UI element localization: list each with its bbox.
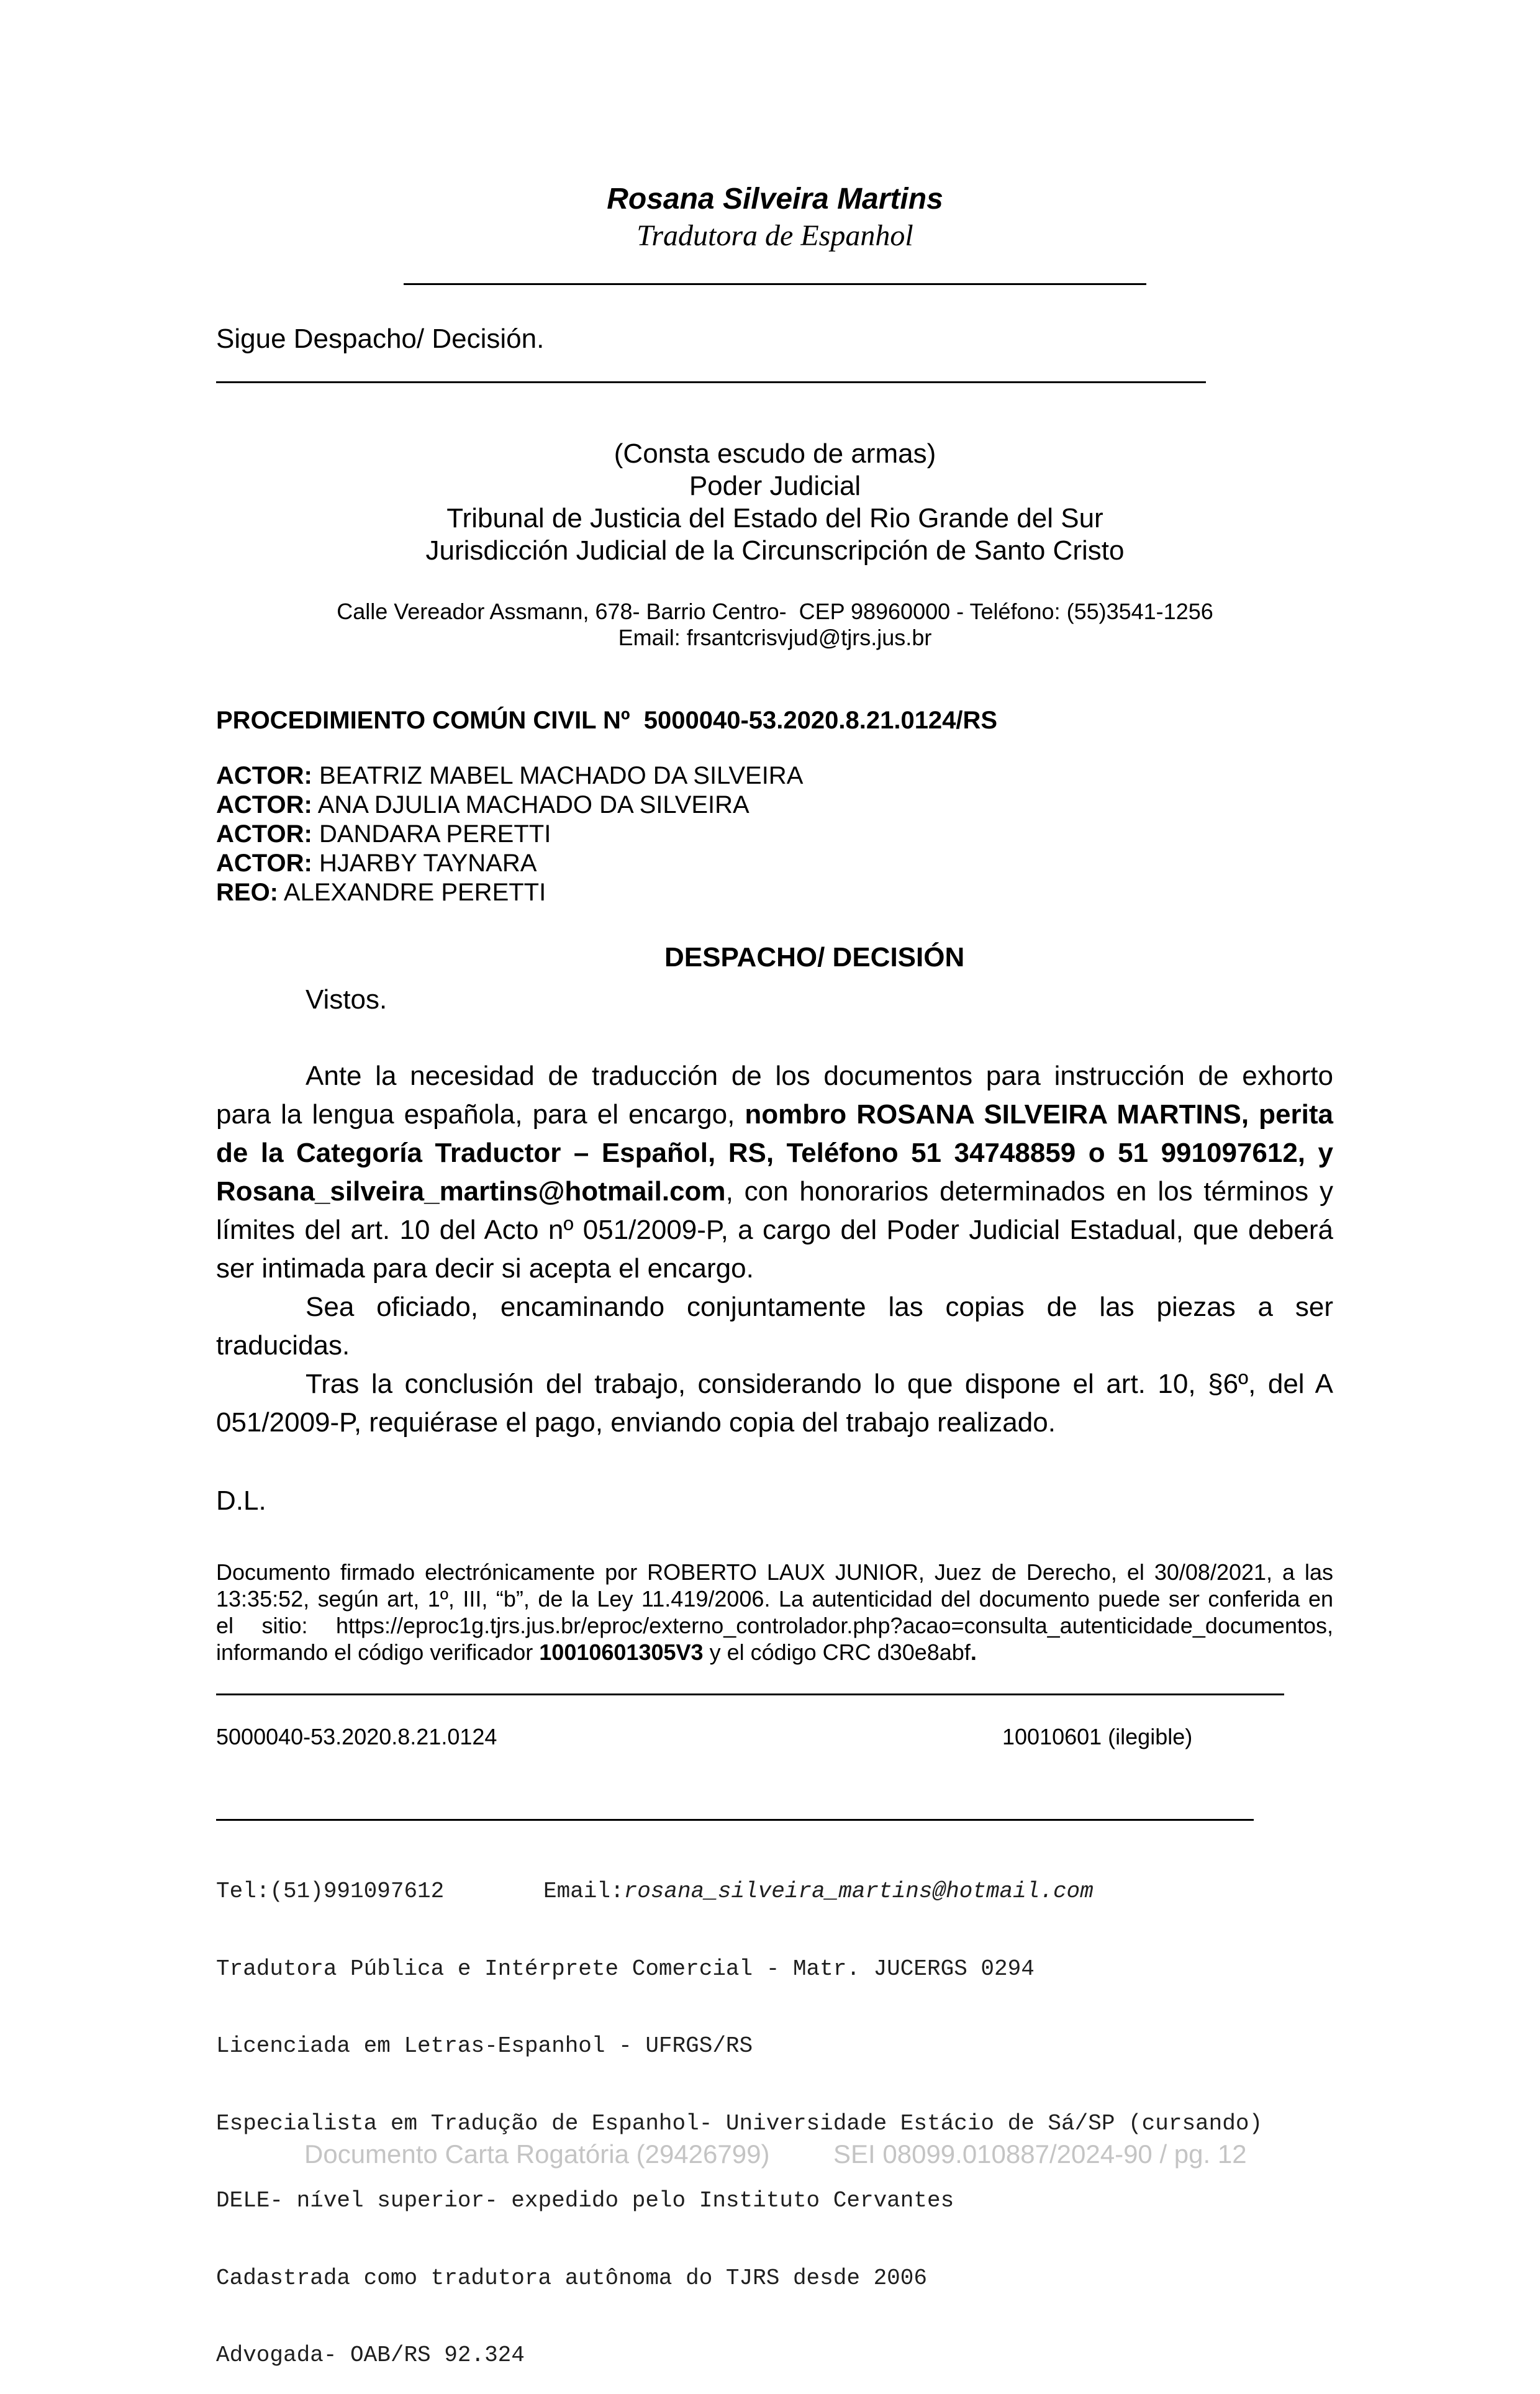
signature-line: 13:35:52, según art, 1º, III, “b”, de la Ley 11.419/2006. La autenticidad del documento puede ser conferida en — [216, 1586, 1333, 1612]
signature-line: Documento firmado electrónicamente por ROBERTO LAUX JUNIOR, Juez de Derecho, el 30/08/2021, a las — [216, 1559, 1333, 1585]
page-stamp-sei: SEI 08099.010887/2024-90 / pg. 12 — [833, 2139, 1247, 2169]
party-row — [216, 791, 803, 820]
body-line: 051/2009-P, requiérase el pago, enviando copia del trabajo realizado. — [216, 1407, 1056, 1438]
credential-line: DELE- nível superior- expedido pelo Instituto Cervantes — [216, 2188, 954, 2213]
decision-opening: Vistos. — [306, 984, 387, 1015]
page-stamp-document: Documento Carta Rogatória (29426799) — [304, 2139, 770, 2169]
footer-page-ref: 10010601 (ilegible) — [1002, 1724, 1193, 1749]
credential-line: Advogada- OAB/RS 92.324 — [216, 2342, 525, 2368]
decision-body — [216, 1057, 1333, 1442]
translator-title: Tradutora de Espanhol — [636, 219, 913, 252]
credential-line: Especialista em Tradução de Espanhol- Universidade Estácio de Sá/SP (cursando) — [216, 2110, 1263, 2136]
body-line: Ante la necesidad de traducción de los documentos para instrucción de exhorto — [306, 1061, 1333, 1091]
signature-line: el sitio: https://eproc1g.tjrs.jus.br/eproc/externo_controlador.php?acao=consulta_autenticidade_documentos, — [216, 1613, 1333, 1638]
court-address: Calle Vereador Assmann, 678- Barrio Centro- CEP 98960000 - Teléfono: (55)3541-1256 — [337, 599, 1213, 624]
letterhead-rule — [404, 283, 1146, 285]
party-row — [216, 849, 803, 878]
decision-heading: DESPACHO/ DECISIÓN — [664, 942, 965, 973]
court-branch: Poder Judicial — [689, 471, 861, 501]
appointee-text: nombro ROSANA SILVEIRA MARTINS, perita — [745, 1099, 1333, 1130]
body-line: Tras la conclusión del trabajo, considerando lo que dispone el art. 10, §6º, del A — [306, 1369, 1333, 1399]
party-role: ACTOR: — [216, 850, 312, 877]
verification-code: 10010601305V3 — [539, 1639, 704, 1665]
party-name: HJARBY TAYNARA — [319, 850, 537, 877]
decision-closing: D.L. — [216, 1485, 266, 1516]
party-name: BEATRIZ MABEL MACHADO DA SILVEIRA — [319, 762, 804, 789]
court-contact — [216, 599, 1334, 651]
court-header — [216, 438, 1334, 567]
intro-line: Sigue Despacho/ Decisión. — [216, 324, 545, 354]
party-name: DANDARA PERETTI — [319, 820, 551, 848]
body-line: traducidas. — [216, 1330, 350, 1361]
party-row — [216, 878, 803, 907]
parties-list — [216, 761, 803, 907]
translator-credentials — [216, 1827, 1262, 2394]
party-name: ANA DJULIA MACHADO DA SILVEIRA — [317, 791, 750, 818]
body-line: ser intimada para decir si acepta el encargo. — [216, 1253, 754, 1284]
signature-line: informando el código verificador 10010601305V3 y el código CRC d30e8abf. — [216, 1639, 977, 1665]
translator-rule — [216, 1819, 1254, 1821]
appointee-email: Rosana_silveira_martins@hotmail.com — [216, 1176, 726, 1207]
court-email: Email: frsantcrisvjud@tjrs.jus.br — [618, 625, 932, 650]
party-role: ACTOR: — [216, 820, 312, 848]
email-label: Email: — [543, 1879, 624, 1904]
procedure-title: PROCEDIMIENTO COMÚN CIVIL Nº 5000040-53.2020.8.21.0124/RS — [216, 707, 998, 734]
party-row — [216, 761, 803, 791]
court-jurisdiction: Jurisdicción Judicial de la Circunscripción de Santo Cristo — [425, 535, 1125, 566]
translator-phone: Tel:(51)991097612 — [216, 1879, 445, 1904]
credential-line: Licenciada em Letras-Espanhol - UFRGS/RS — [216, 2033, 753, 2059]
footer-case-number: 5000040-53.2020.8.21.0124 — [216, 1724, 497, 1749]
court-tribunal: Tribunal de Justicia del Estado del Rio Grande del Sur — [446, 503, 1103, 533]
body-line: límites del art. 10 del Acto nº 051/2009-P, a cargo del Poder Judicial Estadual, que deberá — [216, 1215, 1333, 1245]
contact-line — [216, 1879, 1262, 1905]
body-line: Sea oficiado, encaminando conjuntamente las copias de las piezas a ser — [306, 1292, 1333, 1322]
party-row — [216, 820, 803, 849]
party-name: ALEXANDRE PERETTI — [283, 879, 546, 906]
credential-line: Cadastrada como tradutora autônoma do TJRS desde 2006 — [216, 2265, 927, 2291]
body-line: Rosana_silveira_martins@hotmail.com, con honorarios determinados en los términos y — [216, 1176, 1333, 1207]
translator-name: Rosana Silveira Martins — [607, 183, 943, 215]
party-role: ACTOR: — [216, 791, 312, 818]
party-role: ACTOR: — [216, 762, 312, 789]
signature-note — [216, 1559, 1333, 1666]
seal-note: (Consta escudo de armas) — [614, 438, 936, 469]
translator-email: rosana_silveira_martins@hotmail.com — [623, 1879, 1094, 1904]
credential-line: Tradutora Pública e Intérprete Comercial - Matr. JUCERGS 0294 — [216, 1956, 1035, 1982]
body-line: para la lengua española, para el encargo, nombro ROSANA SILVEIRA MARTINS, perita — [216, 1099, 1333, 1130]
footer-rule — [216, 1693, 1284, 1695]
party-role: REO: — [216, 879, 278, 906]
body-line: de la Categoría Traductor – Español, RS, Teléfono 51 34748859 o 51 991097612, y — [216, 1138, 1333, 1168]
intro-rule — [216, 381, 1206, 383]
